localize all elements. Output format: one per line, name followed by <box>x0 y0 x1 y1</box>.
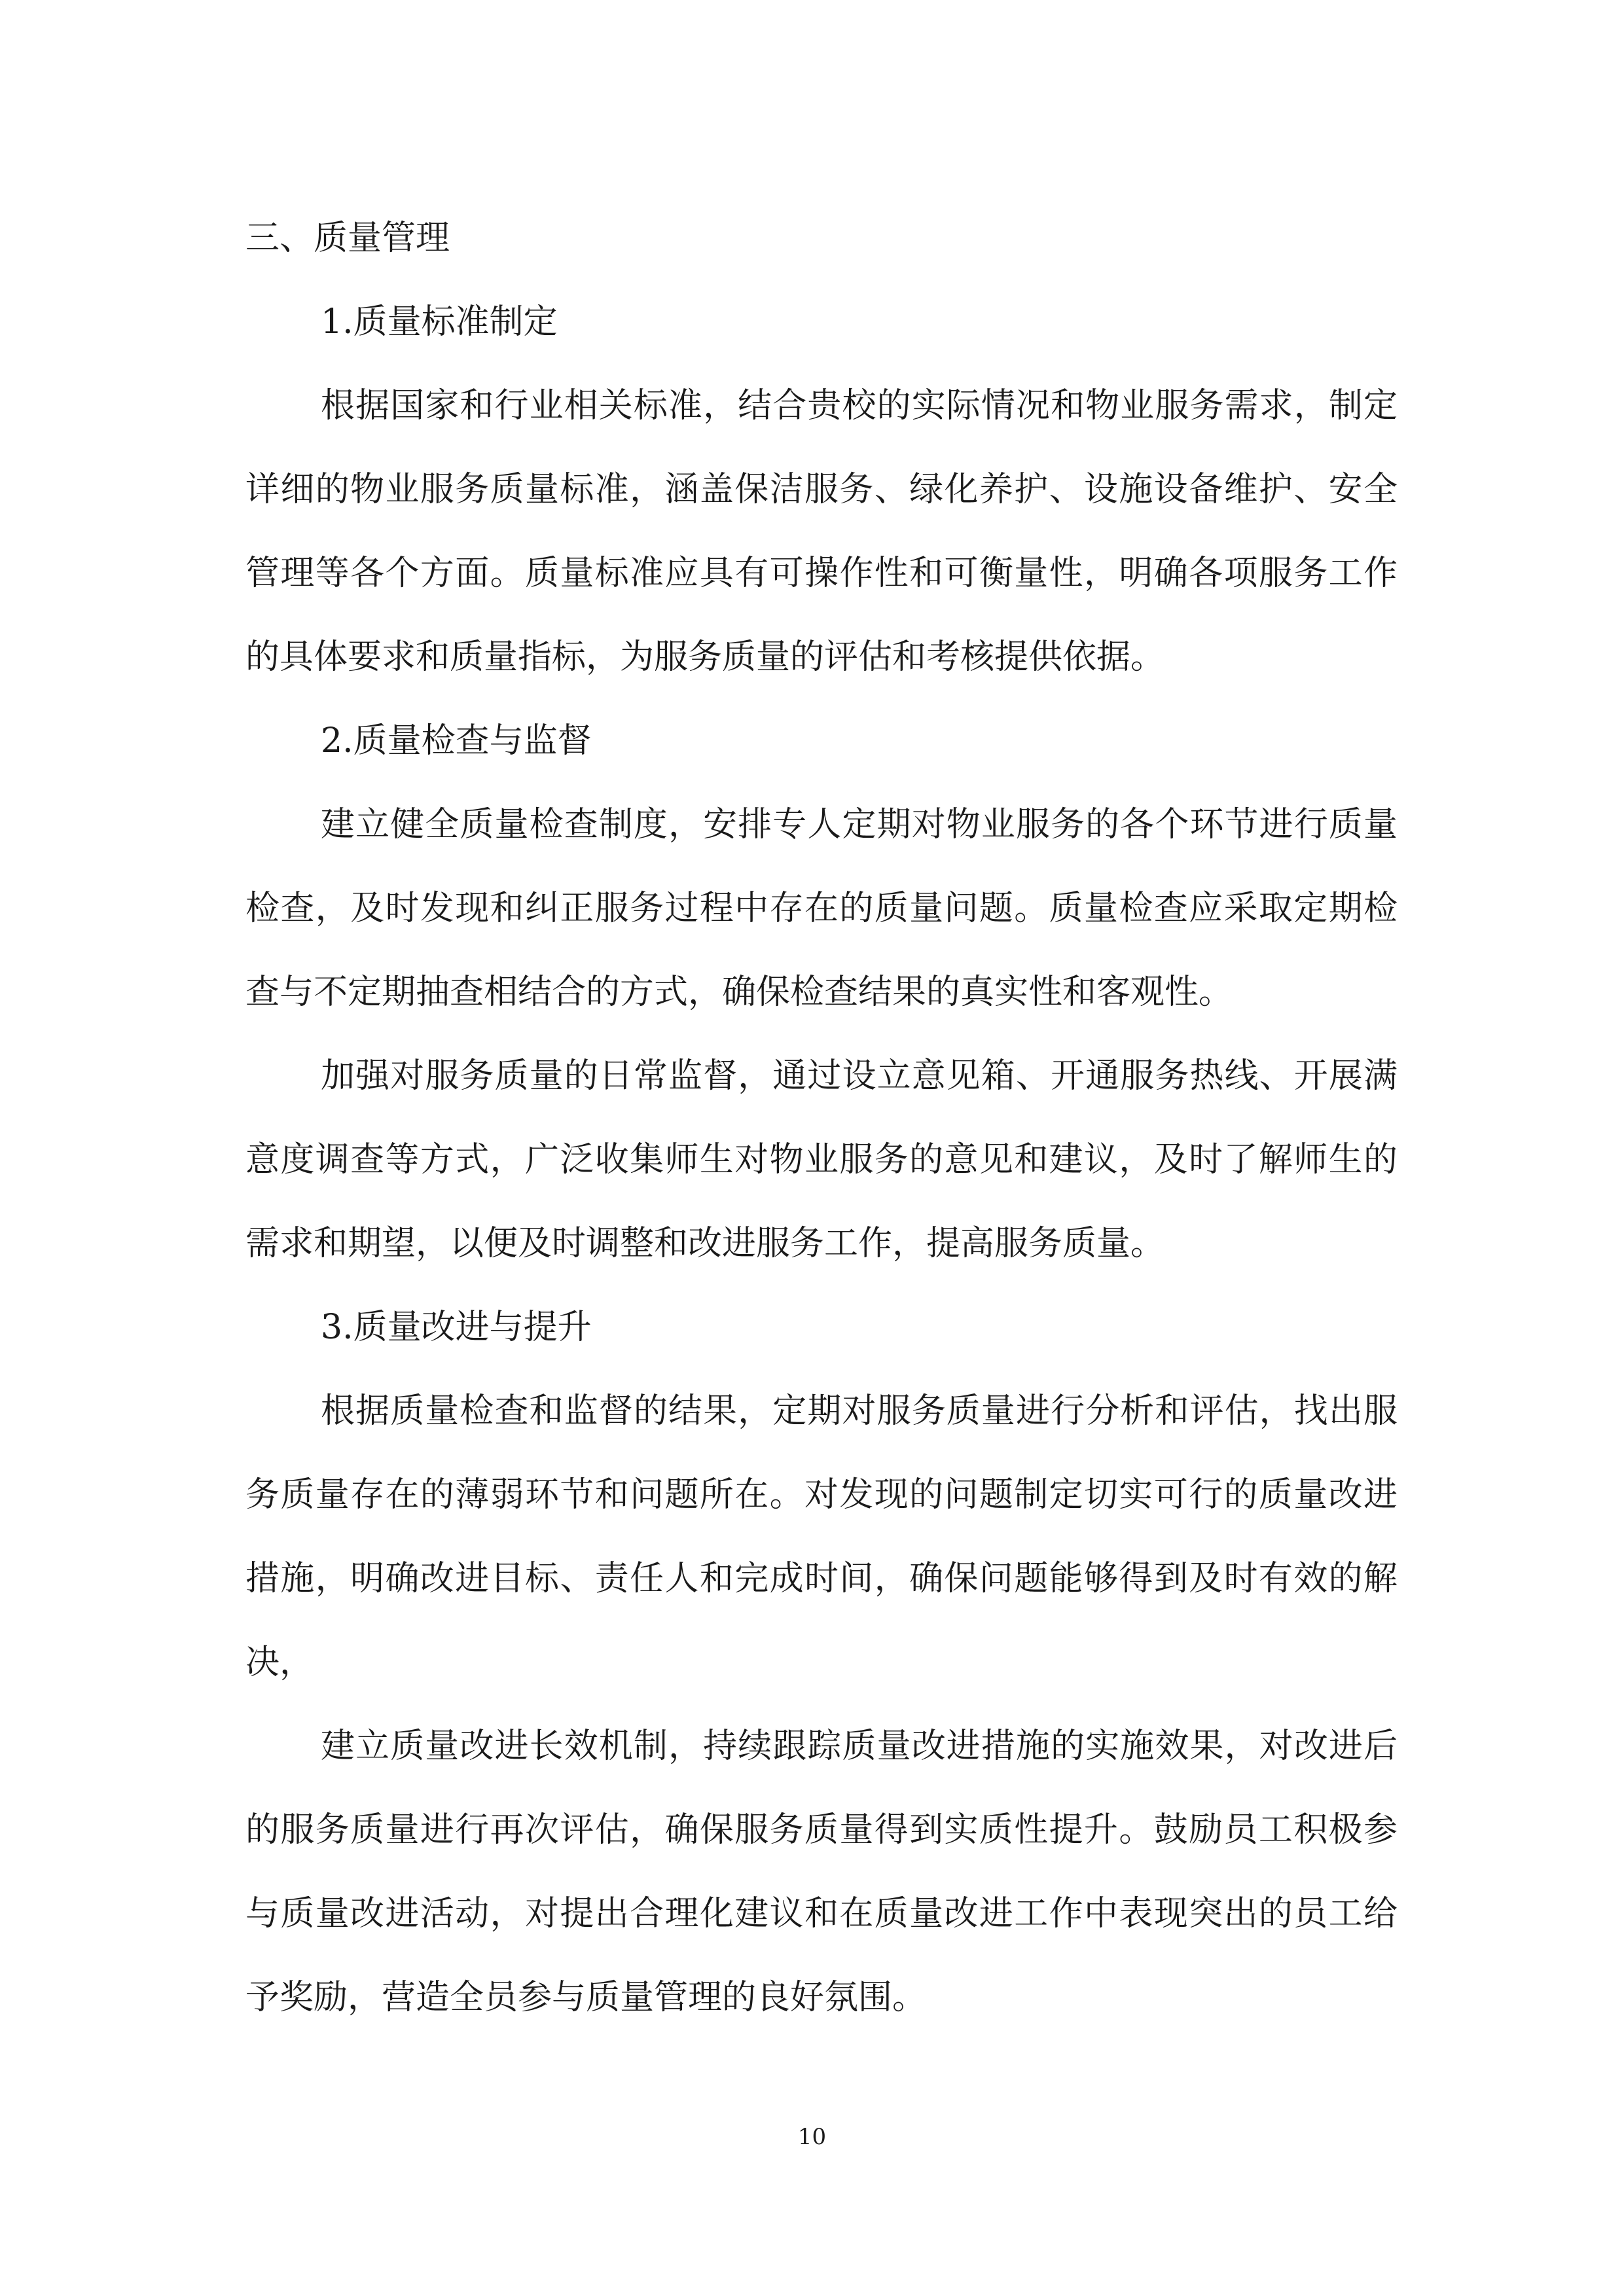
document-body <box>245 196 1398 2039</box>
subsection-heading-1: 1.质量标准制定 <box>321 302 558 342</box>
section-title: 三、质量管理 <box>245 219 450 258</box>
paragraph: 加强对服务质量的日常监督，通过设立意见箱、开通服务热线、开展满意度调查等方式，广泛收集师生对物业服务的意见和建议，及时了解师生的需求和期望，以便及时调整和改进服务工作，提高服务质量。 <box>245 1056 1398 1263</box>
subsection-heading-3: 3.质量改进与提升 <box>321 1308 592 1347</box>
paragraph: 建立健全质量检查制度，安排专人定期对物业服务的各个环节进行质量检查，及时发现和纠正服务过程中存在的质量问题。质量检查应采取定期检查与不定期抽查相结合的方式，确保检查结果的真实性和客观性。 <box>245 805 1398 1012</box>
paragraph: 根据国家和行业相关标准，结合贵校的实际情况和物业服务需求，制定详细的物业服务质量标准，涵盖保洁服务、绿化养护、设施设备维护、安全管理等各个方面。质量标准应具有可操作性和可衡量性，明确各项服务工作的具体要求和质量指标，为服务质量的评估和考核提供依据。 <box>245 386 1398 677</box>
paragraph: 根据质量检查和监督的结果，定期对服务质量进行分析和评估，找出服务质量存在的薄弱环节和问题所在。对发现的问题制定切实可行的质量改进措施，明确改进目标、责任人和完成时间，确保问题能够得到及时有效的解决， <box>245 1391 1398 1682</box>
subsection-heading-2: 2.质量检查与监督 <box>321 721 592 761</box>
paragraph: 建立质量改进长效机制，持续跟踪质量改进措施的实施效果，对改进后的服务质量进行再次评估，确保服务质量得到实质性提升。鼓励员工积极参与质量改进活动，对提出合理化建议和在质量改进工作中表现突出的员工给予奖励，营造全员参与质量管理的良好氛围。 <box>245 1727 1398 2017</box>
page-number: 10 <box>797 2124 827 2150</box>
